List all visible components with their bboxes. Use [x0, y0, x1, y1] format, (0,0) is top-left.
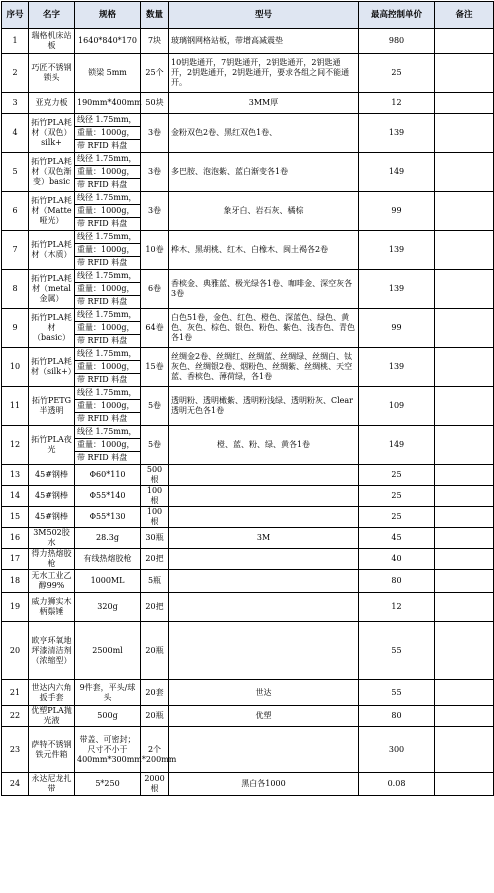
- spec-line: 线径 1.75mm，: [75, 348, 140, 361]
- cell-price: 99: [359, 192, 435, 231]
- cell-no: 24: [2, 773, 29, 796]
- table-body: [2, 29, 494, 796]
- cell-qty: 3卷: [141, 114, 169, 153]
- cell-name: 拓竹PLA耗材（Matte哑光）: [29, 192, 75, 231]
- cell-spec: [75, 270, 141, 309]
- cell-no: 6: [2, 192, 29, 231]
- cell-model: 玻璃钢网格站板，带增高减震垫: [169, 29, 359, 54]
- cell-price: 99: [359, 309, 435, 348]
- header-note: 备注: [435, 2, 494, 29]
- cell-model: 3MM厚: [169, 93, 359, 114]
- cell-no: 5: [2, 153, 29, 192]
- cell-name: 拓竹PLA耗材（双色渐变）basic: [29, 153, 75, 192]
- cell-price: 139: [359, 270, 435, 309]
- cell-price: 40: [359, 549, 435, 570]
- cell-name: 拓竹PLA耗材（silk+）: [29, 348, 75, 387]
- cell-no: 15: [2, 507, 29, 528]
- cell-name: 拓竹PLA耗材（basic）: [29, 309, 75, 348]
- cell-model: [169, 486, 359, 507]
- table-row: [2, 114, 494, 153]
- cell-note: [435, 528, 494, 549]
- cell-model: 象牙白、岩石灰、橘棕: [169, 192, 359, 231]
- table-row: [2, 231, 494, 270]
- cell-qty: 15卷: [141, 348, 169, 387]
- spec-line: 重量：1000g，: [75, 205, 140, 218]
- cell-price: 12: [359, 93, 435, 114]
- cell-model: 透明粉、透明橄紫、透明粉浅绿、透明粉灰、Clear透明无色各1卷: [169, 387, 359, 426]
- cell-price: 80: [359, 706, 435, 727]
- cell-qty: 50块: [141, 93, 169, 114]
- table-row: [2, 270, 494, 309]
- cell-price: 109: [359, 387, 435, 426]
- cell-model: [169, 727, 359, 773]
- cell-spec: [75, 153, 141, 192]
- cell-model: 金粉双色2卷、黑红双色1卷、: [169, 114, 359, 153]
- cell-model: 3M: [169, 528, 359, 549]
- cell-no: 10: [2, 348, 29, 387]
- spec-line: 带 RFID 料盘: [77, 375, 128, 384]
- cell-model: [169, 465, 359, 486]
- cell-qty: 6卷: [141, 270, 169, 309]
- cell-no: 18: [2, 570, 29, 593]
- cell-price: 55: [359, 622, 435, 680]
- table-row: [2, 93, 494, 114]
- cell-model: 丝绸金2卷、丝绸红、丝绸蓝、丝绸绿、丝绸白、钛灰色、丝绸银2卷、烟粉色、丝绸紫、丝绸桃、天空蓝、香槟色、薄荷绿，各1卷: [169, 348, 359, 387]
- cell-price: 25: [359, 465, 435, 486]
- cell-model: [169, 507, 359, 528]
- table-row: [2, 622, 494, 680]
- cell-note: [435, 29, 494, 54]
- cell-model: 世达: [169, 680, 359, 706]
- cell-price: 139: [359, 348, 435, 387]
- cell-qty: 3卷: [141, 192, 169, 231]
- cell-name: 亚克力板: [29, 93, 75, 114]
- cell-no: 20: [2, 622, 29, 680]
- header-model: 型号: [169, 2, 359, 29]
- cell-qty: 100根: [141, 486, 169, 507]
- cell-name: 拓竹PLA耗材（木质）: [29, 231, 75, 270]
- cell-qty: 7块: [141, 29, 169, 54]
- spec-line: 线径 1.75mm，: [75, 231, 140, 244]
- table-row: [2, 486, 494, 507]
- cell-no: 13: [2, 465, 29, 486]
- table-row: [2, 507, 494, 528]
- cell-spec: 28.3g: [75, 528, 141, 549]
- cell-model: [169, 593, 359, 622]
- cell-spec: 锁梁 5mm: [75, 54, 141, 93]
- cell-name: 45#钢棒: [29, 486, 75, 507]
- cell-spec: 带盖、可密封；尺寸不小于400mm*300mm*200mm: [75, 727, 141, 773]
- cell-note: [435, 309, 494, 348]
- spec-line: 线径 1.75mm，: [75, 270, 140, 283]
- cell-name: 45#钢棒: [29, 465, 75, 486]
- cell-note: [435, 93, 494, 114]
- cell-model: 香槟金、典雅蓝、极光绿各1卷、咖啡金、深空灰各3卷: [169, 270, 359, 309]
- cell-spec: Φ55*130: [75, 507, 141, 528]
- cell-note: [435, 153, 494, 192]
- cell-qty: 64卷: [141, 309, 169, 348]
- cell-name: 萨特不锈钢铁元件箱: [29, 727, 75, 773]
- table-row: [2, 426, 494, 465]
- cell-name: 欧亨环氧地坪漆清洁剂（浓缩型）: [29, 622, 75, 680]
- cell-qty: 25个: [141, 54, 169, 93]
- cell-spec: [75, 192, 141, 231]
- cell-spec: [75, 309, 141, 348]
- table-row: [2, 387, 494, 426]
- cell-model: [169, 549, 359, 570]
- table-row: [2, 153, 494, 192]
- cell-model: 桦木、黑胡桃、红木、白橡木、闽土褐各2卷: [169, 231, 359, 270]
- table-row: [2, 570, 494, 593]
- spec-line: 重量：1000g，: [75, 322, 140, 335]
- cell-spec: Φ60*110: [75, 465, 141, 486]
- cell-spec: [75, 348, 141, 387]
- cell-name: 得力热熔胶枪: [29, 549, 75, 570]
- table-row: [2, 528, 494, 549]
- table-row: [2, 348, 494, 387]
- cell-model: [169, 622, 359, 680]
- cell-note: [435, 231, 494, 270]
- cell-qty: 10卷: [141, 231, 169, 270]
- cell-model: 黑白各1000: [169, 773, 359, 796]
- cell-no: 19: [2, 593, 29, 622]
- cell-price: 45: [359, 528, 435, 549]
- cell-name: 3M502胶水: [29, 528, 75, 549]
- cell-no: 9: [2, 309, 29, 348]
- cell-spec: 9件套，平头/球头: [75, 680, 141, 706]
- cell-no: 21: [2, 680, 29, 706]
- header-qty: 数量: [141, 2, 169, 29]
- cell-note: [435, 54, 494, 93]
- cell-note: [435, 773, 494, 796]
- cell-price: 0.08: [359, 773, 435, 796]
- cell-note: [435, 348, 494, 387]
- cell-qty: 5卷: [141, 387, 169, 426]
- table-row: [2, 29, 494, 54]
- cell-price: 25: [359, 507, 435, 528]
- spec-line: 重量：1000g，: [75, 361, 140, 374]
- cell-no: 1: [2, 29, 29, 54]
- cell-model: 优塑: [169, 706, 359, 727]
- cell-qty: 20把: [141, 593, 169, 622]
- spec-line: 线径 1.75mm，: [75, 426, 140, 439]
- cell-name: 瑞格机床站板: [29, 29, 75, 54]
- spec-line: 带 RFID 料盘: [77, 453, 128, 462]
- cell-note: [435, 727, 494, 773]
- cell-no: 12: [2, 426, 29, 465]
- cell-spec: 320g: [75, 593, 141, 622]
- cell-name: 拓竹PLA耗材（双色）silk+: [29, 114, 75, 153]
- cell-name: 45#钢棒: [29, 507, 75, 528]
- cell-qty: 20瓶: [141, 706, 169, 727]
- spec-line: 重量：1000g，: [75, 166, 140, 179]
- cell-model: 橙、蓝、粉、绿、黄各1卷: [169, 426, 359, 465]
- cell-no: 7: [2, 231, 29, 270]
- cell-note: [435, 507, 494, 528]
- cell-price: 149: [359, 153, 435, 192]
- cell-name: 优塑PLA抛光液: [29, 706, 75, 727]
- cell-no: 3: [2, 93, 29, 114]
- cell-qty: 500根: [141, 465, 169, 486]
- cell-note: [435, 270, 494, 309]
- cell-name: 世达内六角扳手套: [29, 680, 75, 706]
- cell-model: [169, 570, 359, 593]
- cell-note: [435, 622, 494, 680]
- cell-name: 巧匠不锈钢锁头: [29, 54, 75, 93]
- header-name: 名字: [29, 2, 75, 29]
- cell-no: 2: [2, 54, 29, 93]
- cell-model: 10钥匙通开，7钥匙通开，2钥匙通开，2钥匙通开，2钥匙通开，2钥匙通开，要求各组之间不能通开。: [169, 54, 359, 93]
- cell-model: 白色51卷，金色、红色、橙色、深蓝色、绿色、黄色、灰色、棕色、银色、粉色、紫色、浅杏色、青色各1卷: [169, 309, 359, 348]
- spec-line: 线径 1.75mm，: [75, 153, 140, 166]
- cell-qty: 20套: [141, 680, 169, 706]
- cell-spec: 1000ML: [75, 570, 141, 593]
- cell-note: [435, 680, 494, 706]
- cell-qty: 3卷: [141, 153, 169, 192]
- spec-line: 重量：1000g，: [75, 439, 140, 452]
- cell-qty: 100根: [141, 507, 169, 528]
- spec-line: 重量：1000g，: [75, 127, 140, 140]
- cell-spec: [75, 231, 141, 270]
- cell-spec: [75, 114, 141, 153]
- table-row: [2, 549, 494, 570]
- procurement-table: [1, 1, 494, 796]
- cell-spec: [75, 387, 141, 426]
- cell-price: 80: [359, 570, 435, 593]
- cell-spec: 500g: [75, 706, 141, 727]
- cell-model: 多巴胺、泡泡紫、蓝白渐变各1卷: [169, 153, 359, 192]
- table-row: [2, 680, 494, 706]
- spec-line: 带 RFID 料盘: [77, 180, 128, 189]
- cell-price: 300: [359, 727, 435, 773]
- cell-no: 11: [2, 387, 29, 426]
- cell-price: 25: [359, 486, 435, 507]
- cell-name: 拓竹PETG半透明: [29, 387, 75, 426]
- cell-spec: 2500ml: [75, 622, 141, 680]
- cell-spec: [75, 426, 141, 465]
- spec-line: 线径 1.75mm，: [75, 192, 140, 205]
- cell-note: [435, 192, 494, 231]
- spec-line: 带 RFID 料盘: [77, 141, 128, 150]
- header-no: 序号: [2, 2, 29, 29]
- spec-line: 线径 1.75mm，: [75, 114, 140, 127]
- cell-price: 149: [359, 426, 435, 465]
- cell-no: 4: [2, 114, 29, 153]
- cell-spec: Φ55*140: [75, 486, 141, 507]
- header-spec: 规格: [75, 2, 141, 29]
- cell-spec: 1640*840*170: [75, 29, 141, 54]
- table-row: [2, 706, 494, 727]
- cell-note: [435, 387, 494, 426]
- table-row: [2, 727, 494, 773]
- cell-name: 威力狮实木柄鬃锤: [29, 593, 75, 622]
- table-row: [2, 593, 494, 622]
- cell-spec: 5*250: [75, 773, 141, 796]
- cell-price: 139: [359, 114, 435, 153]
- cell-price: 25: [359, 54, 435, 93]
- cell-no: 14: [2, 486, 29, 507]
- header-row: [2, 2, 494, 29]
- table-row: [2, 192, 494, 231]
- spec-line: 带 RFID 料盘: [77, 258, 128, 267]
- spec-line: 线径 1.75mm，: [75, 309, 140, 322]
- cell-qty: 20把: [141, 549, 169, 570]
- cell-note: [435, 486, 494, 507]
- cell-note: [435, 593, 494, 622]
- spec-line: 重量：1000g，: [75, 244, 140, 257]
- header-price: 最高控制单价: [359, 2, 435, 29]
- spec-line: 带 RFID 料盘: [77, 297, 128, 306]
- cell-no: 16: [2, 528, 29, 549]
- cell-qty: 20瓶: [141, 622, 169, 680]
- cell-qty: 30瓶: [141, 528, 169, 549]
- cell-price: 980: [359, 29, 435, 54]
- spec-line: 带 RFID 料盘: [77, 336, 128, 345]
- cell-note: [435, 570, 494, 593]
- cell-qty: 5瓶: [141, 570, 169, 593]
- spec-line: 重量：1000g，: [75, 283, 140, 296]
- cell-price: 139: [359, 231, 435, 270]
- table-row: [2, 773, 494, 796]
- cell-no: 8: [2, 270, 29, 309]
- cell-note: [435, 426, 494, 465]
- table-row: [2, 465, 494, 486]
- cell-name: 永达尼龙扎带: [29, 773, 75, 796]
- cell-spec: 190mm*400mm: [75, 93, 141, 114]
- cell-name: 拓竹PLA夜光: [29, 426, 75, 465]
- procurement-table-container: [1, 1, 493, 796]
- cell-note: [435, 706, 494, 727]
- table-row: [2, 309, 494, 348]
- cell-price: 55: [359, 680, 435, 706]
- spec-line: 线径 1.75mm，: [75, 387, 140, 400]
- cell-note: [435, 549, 494, 570]
- cell-qty: 2000根: [141, 773, 169, 796]
- cell-qty: 2个: [141, 727, 169, 773]
- cell-spec: 有线热熔胶枪: [75, 549, 141, 570]
- cell-no: 23: [2, 727, 29, 773]
- cell-price: 12: [359, 593, 435, 622]
- cell-no: 22: [2, 706, 29, 727]
- table-row: [2, 54, 494, 93]
- cell-no: 17: [2, 549, 29, 570]
- spec-line: 带 RFID 料盘: [77, 414, 128, 423]
- spec-line: 带 RFID 料盘: [77, 219, 128, 228]
- cell-name: 无水工业乙醇99%: [29, 570, 75, 593]
- cell-name: 拓竹PLA耗材（metal金属）: [29, 270, 75, 309]
- cell-note: [435, 114, 494, 153]
- cell-qty: 5卷: [141, 426, 169, 465]
- spec-line: 重量：1000g，: [75, 400, 140, 413]
- cell-note: [435, 465, 494, 486]
